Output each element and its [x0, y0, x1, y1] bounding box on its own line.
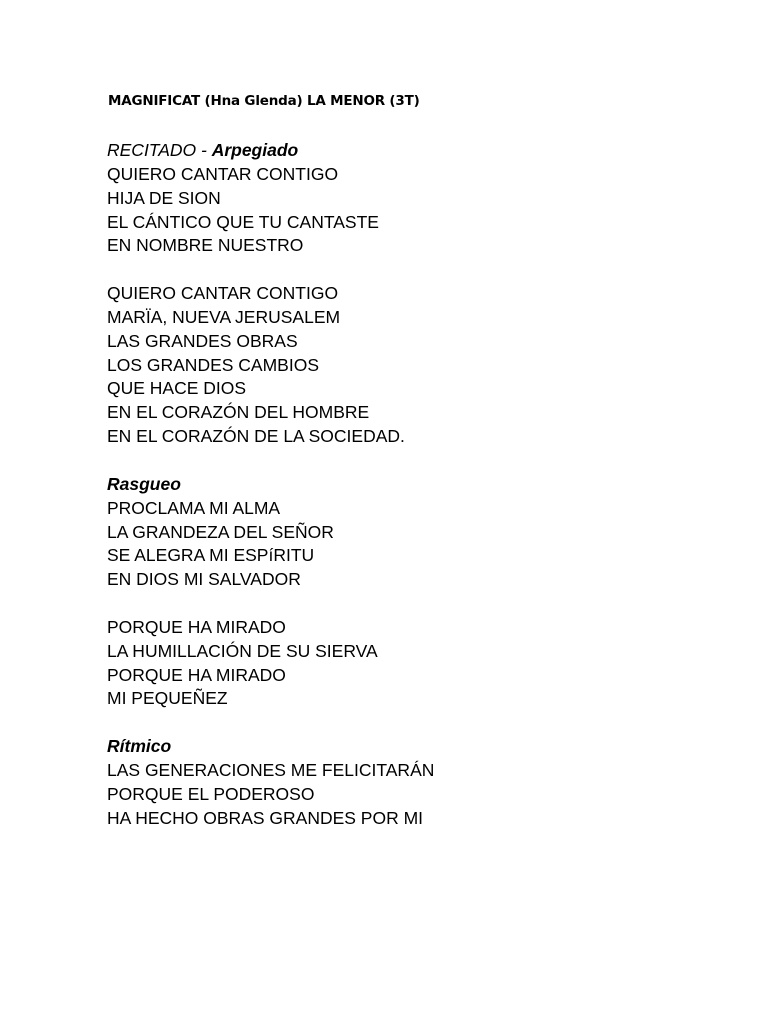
document-title: MAGNIFICAT (Hna Glenda) LA MENOR (3T) [108, 93, 420, 109]
section-label-rasgueo: Rasgueo [107, 473, 181, 494]
lyric-line: LA HUMILLACIÓN DE SU SIERVA [107, 640, 378, 661]
stanza-gap [107, 592, 727, 616]
lyric-line: HIJA DE SION [107, 187, 221, 208]
lyric-line: PORQUE EL PODEROSO [107, 783, 315, 804]
section-label-recitado [107, 139, 727, 163]
lyrics-body [107, 139, 727, 830]
lyric-line: LOS GRANDES CAMBIOS [107, 354, 319, 375]
lyric-line: PORQUE HA MIRADO [107, 664, 286, 685]
lyric-line: HA HECHO OBRAS GRANDES POR MI [107, 807, 424, 828]
lyric-line: PROCLAMA MI ALMA [107, 497, 281, 518]
lyric-line: QUIERO CANTAR CONTIGO [107, 283, 339, 304]
lyric-line: EN DIOS MI SALVADOR [107, 569, 301, 590]
lyric-line: LAS GENERACIONES ME FELICITARÁN [107, 759, 435, 780]
stanza-gap [107, 258, 727, 282]
lyric-line: EL CÁNTICO QUE TU CANTASTE [107, 211, 379, 232]
lyric-line: EN EL CORAZÓN DE LA SOCIEDAD. [107, 426, 405, 447]
section-label-ritmico: Rítmico [107, 736, 172, 757]
lyric-line: MARÏA, NUEVA JERUSALEM [107, 306, 341, 327]
lyric-line: SE ALEGRA MI ESPíRITU [107, 545, 315, 566]
label-arpegiado: Arpegiado [211, 140, 299, 160]
lyric-line: QUE HACE DIOS [107, 378, 247, 399]
lyric-line: EN NOMBRE NUESTRO [107, 235, 304, 256]
lyric-line: QUIERO CANTAR CONTIGO [107, 163, 339, 184]
lyric-line: LAS GRANDES OBRAS [107, 330, 298, 351]
stanza-gap [107, 711, 727, 735]
stanza-gap [107, 449, 727, 473]
lyric-line: EN EL CORAZÓN DEL HOMBRE [107, 402, 370, 423]
lyric-line: LA GRANDEZA DEL SEÑOR [107, 521, 334, 542]
lyric-line: MI PEQUEÑEZ [107, 688, 228, 709]
label-recitado: RECITADO - [107, 140, 212, 160]
lyric-line: PORQUE HA MIRADO [107, 616, 286, 637]
